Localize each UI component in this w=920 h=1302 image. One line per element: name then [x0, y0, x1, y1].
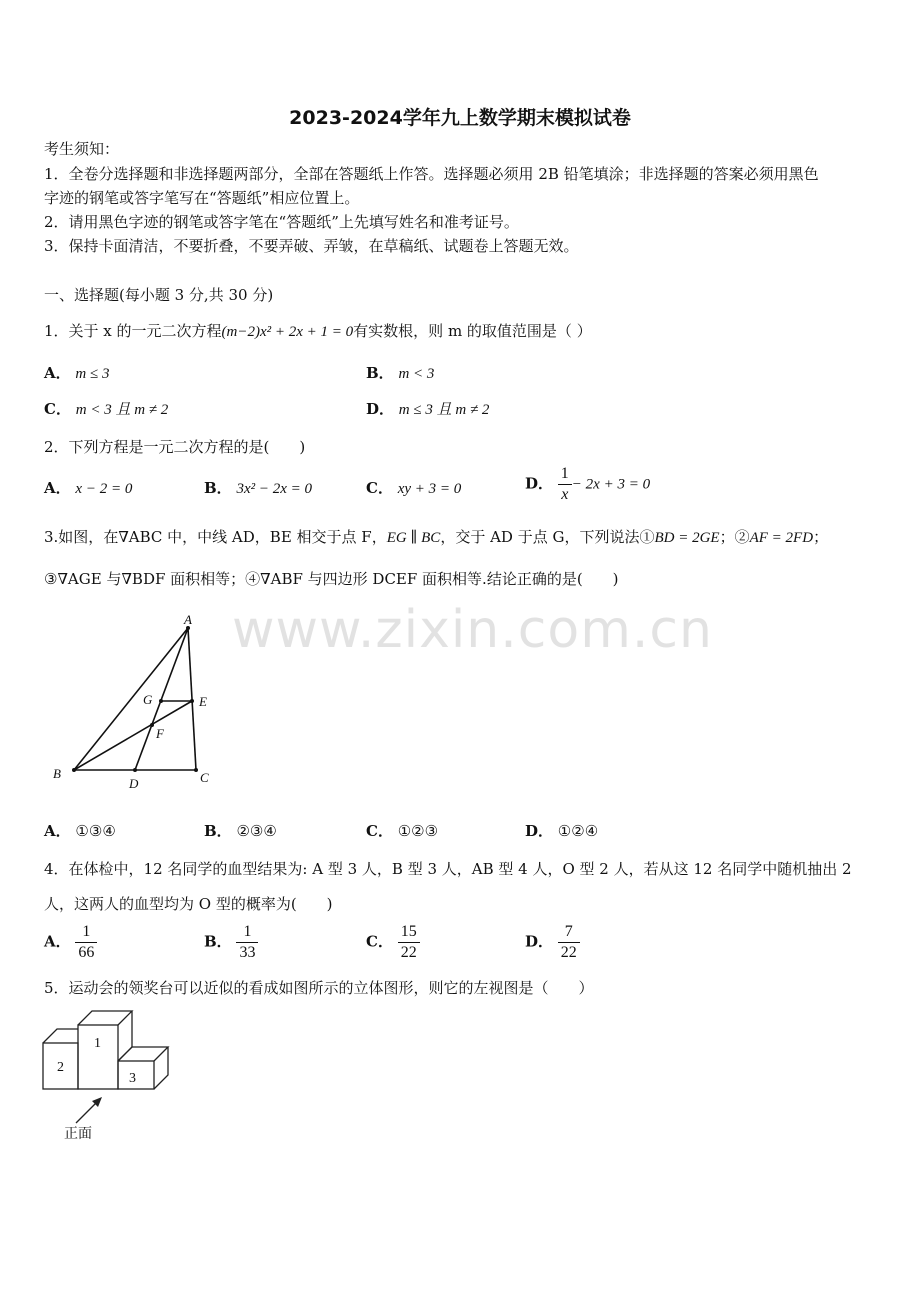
option-label: C． — [366, 479, 393, 497]
label-a: A — [184, 612, 192, 627]
front-label: 正面 — [64, 1126, 92, 1142]
question-4-option-a[interactable] — [44, 922, 97, 963]
notice-item-2: 2．请用黑色字迹的钢笔或答字笔在“答题纸”上先填写姓名和准考证号。 — [44, 213, 519, 231]
question-1-stem — [44, 320, 592, 341]
fraction-numerator: 15 — [398, 922, 420, 943]
page-title: 2023-2024学年九上数学期末模拟试卷 — [289, 107, 631, 129]
podium-edge — [118, 1047, 132, 1061]
fraction-denominator: 33 — [239, 944, 256, 961]
segment-ab — [74, 628, 188, 770]
fraction-denominator: 22 — [400, 944, 417, 961]
notice-item-3: 3．保持卡面清洁，不要折叠，不要弄破、弄皱，在草稿纸、试题卷上答题无效。 — [44, 237, 579, 255]
question-1-suffix: 有实数根，则 m 的取值范围是（ ） — [353, 322, 592, 340]
question-2-option-b[interactable] — [204, 477, 312, 498]
fraction — [75, 922, 97, 963]
label-f: F — [156, 726, 164, 741]
section-heading: 一、选择题(每小题 3 分,共 30 分) — [44, 286, 274, 304]
option-text: ①②④ — [557, 824, 599, 840]
option-text: m < 3 且 m ≠ 2 — [75, 402, 169, 418]
label-c: C — [200, 770, 209, 785]
fraction-numerator: 1 — [558, 464, 572, 485]
question-3-line-1 — [44, 526, 828, 547]
option-label: C． — [44, 400, 71, 418]
fraction-denominator: 66 — [78, 944, 95, 961]
fraction — [558, 922, 580, 963]
option-label: A． — [44, 479, 71, 497]
text-span: ； — [813, 528, 829, 546]
option-label: D． — [366, 400, 395, 418]
podium-figure — [40, 1005, 180, 1145]
question-4-option-b[interactable] — [204, 922, 258, 963]
label-d: D — [129, 776, 139, 791]
question-1-option-b[interactable] — [366, 362, 434, 383]
option-text: ②③④ — [236, 824, 277, 840]
option-label: D． — [525, 822, 554, 840]
question-3-option-b[interactable] — [204, 820, 277, 841]
option-label: B． — [204, 932, 232, 951]
label-e: E — [199, 694, 207, 709]
podium-step-2-top — [43, 1029, 78, 1043]
question-3-line-2: ③∇AGE 与∇BDF 面积相等；④∇ABF 与四边形 DCEF 面积相等.结论正确的是( ) — [44, 570, 619, 588]
point-d — [133, 768, 137, 772]
fraction-numerator: 1 — [236, 922, 258, 943]
option-text: x − 2 = 0 — [75, 481, 133, 497]
fraction-numerator: 1 — [75, 922, 97, 943]
segment-be — [74, 701, 192, 770]
option-text: xy + 3 = 0 — [397, 481, 462, 497]
podium-step-3-front — [118, 1061, 154, 1089]
question-1-option-d[interactable] — [366, 398, 489, 419]
option-label: B． — [366, 364, 394, 382]
question-2-option-d[interactable] — [525, 464, 650, 505]
podium-label-3: 3 — [129, 1071, 136, 1086]
math-span: EG ∥ BC — [386, 530, 441, 546]
math-span: BD = 2GE — [654, 530, 720, 546]
option-text: − 2x + 3 = 0 — [571, 476, 651, 493]
text-span: ，交于 AD 于点 G，下列说法① — [440, 528, 655, 546]
point-b — [72, 768, 76, 772]
question-3-option-a[interactable] — [44, 820, 116, 841]
fraction — [236, 922, 258, 963]
option-label: B． — [204, 822, 232, 840]
question-2-option-a[interactable] — [44, 477, 132, 498]
fraction — [398, 922, 420, 963]
notice-item-1-line-1: 1．全卷分选择题和非选择题两部分，全部在答题纸上作答。选择题必须用 2B 铅笔填涂；非选择题的答案必须用黑色 — [44, 165, 819, 183]
option-label: C． — [366, 822, 393, 840]
question-1-equation: (m−2)x² + 2x + 1 = 0 — [221, 324, 354, 340]
option-text: m < 3 — [398, 366, 435, 382]
point-f — [150, 723, 154, 727]
point-c — [194, 768, 198, 772]
watermark: www.zixin.com.cn — [232, 600, 713, 660]
text-span: 3.如图， — [44, 528, 104, 546]
podium-label-2: 2 — [57, 1060, 64, 1075]
option-label: D． — [525, 932, 554, 951]
label-g: G — [143, 692, 153, 707]
question-1-prefix: 1．关于 x 的一元二次方程 — [44, 322, 222, 340]
option-label: B． — [204, 479, 232, 497]
triangle-figure — [44, 608, 224, 798]
fraction — [558, 464, 572, 505]
option-text: m ≤ 3 且 m ≠ 2 — [398, 402, 490, 418]
notice-item-1-line-2: 字迹的钢笔或答字笔写在“答题纸”相应位置上。 — [44, 189, 360, 207]
option-text: ①②③ — [397, 824, 439, 840]
podium-step-1-front — [78, 1025, 118, 1089]
question-2-stem: 2．下列方程是一元二次方程的是( ) — [44, 438, 306, 456]
podium-label-1: 1 — [94, 1036, 101, 1051]
question-4-option-c[interactable] — [366, 922, 420, 963]
fraction-numerator: 7 — [558, 922, 580, 943]
fraction-denominator: x — [561, 486, 569, 503]
question-3-option-c[interactable] — [366, 820, 438, 841]
math-span: AF = 2FD — [749, 530, 814, 546]
podium-step-1-top — [78, 1011, 132, 1025]
point-e — [190, 699, 194, 703]
question-5-stem: 5．运动会的领奖台可以近似的看成如图所示的立体图形，则它的左视图是（ ） — [44, 979, 594, 997]
point-g — [159, 699, 163, 703]
option-text: ①③④ — [75, 824, 116, 840]
option-label: A． — [44, 932, 71, 951]
text-span: 在∇ABC 中，中线 AD，BE 相交于点 F， — [103, 528, 387, 546]
question-4-line-2: 人，这两人的血型均为 O 型的概率为( ) — [44, 895, 333, 913]
label-b: B — [53, 766, 61, 781]
option-label: C． — [366, 932, 393, 951]
option-label: A． — [44, 364, 71, 382]
text-span: ；② — [719, 528, 750, 546]
notice-heading: 考生须知： — [44, 140, 120, 158]
question-4-line-1: 4．在体检中，12 名同学的血型结果为: A 型 3 人，B 型 3 人，AB 型 4 人，O 型 2 人，若从这 12 名同学中随机抽出 2 — [44, 860, 852, 878]
option-text: 3x² − 2x = 0 — [236, 481, 313, 497]
option-text: m ≤ 3 — [75, 366, 110, 382]
question-1-option-c[interactable] — [44, 398, 168, 419]
question-1-option-a[interactable] — [44, 362, 110, 383]
question-2-option-c[interactable] — [366, 477, 461, 498]
question-3-option-d[interactable] — [525, 820, 598, 841]
option-label: D． — [525, 474, 554, 493]
fraction-denominator: 22 — [560, 944, 577, 961]
option-label: A． — [44, 822, 71, 840]
question-4-option-d[interactable] — [525, 922, 580, 963]
